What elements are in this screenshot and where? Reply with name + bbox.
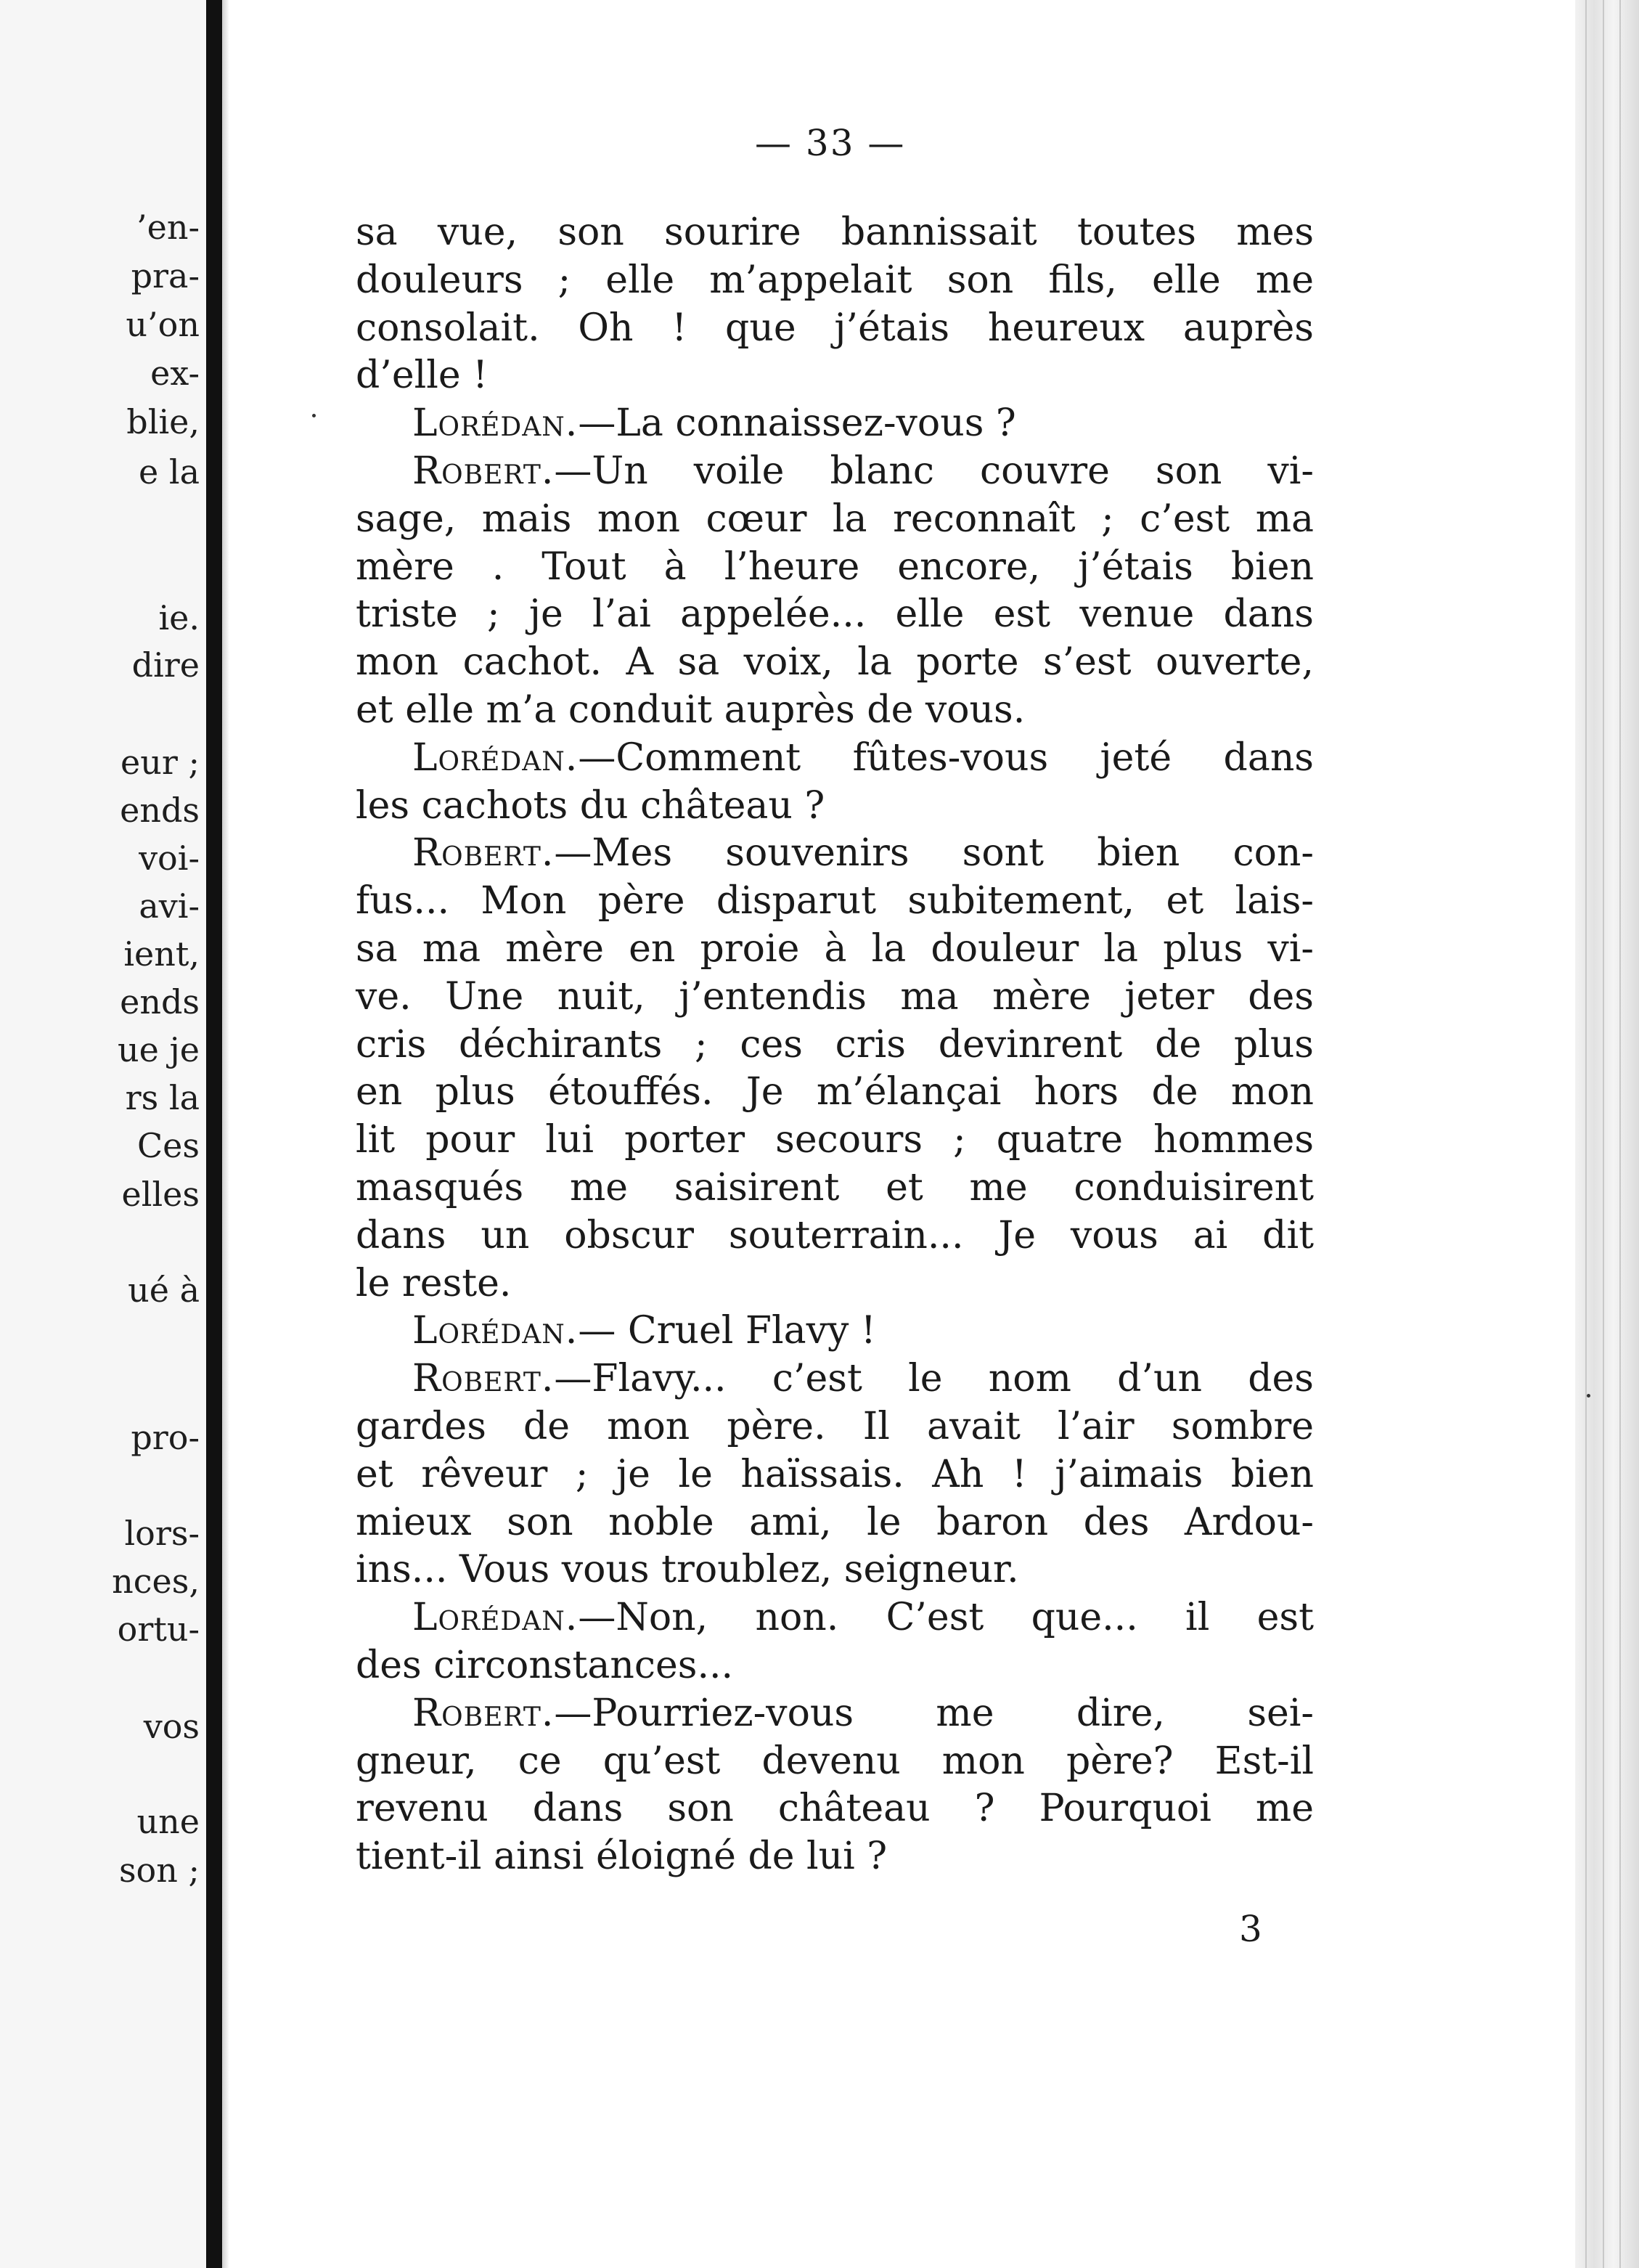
text-line: fus... Mon père disparut subitement, et lais-	[356, 879, 1314, 923]
text-line: mon cachot. A sa voix, la porte s’est ouverte,	[356, 640, 1314, 685]
dialogue-line: Robert.—Flavy... c’est le nom d’un des	[412, 1357, 1314, 1401]
left-fragment: ’en-	[136, 208, 200, 247]
text-line: ve. Une nuit, j’entendis ma mère jeter des	[356, 974, 1314, 1019]
left-fragment: u’on	[126, 305, 200, 344]
page-body	[356, 209, 1314, 1881]
left-fragment: ue je	[118, 1030, 200, 1069]
left-fragment: elles	[121, 1175, 200, 1214]
dialogue-line: Robert.—Pourriez-vous me dire, sei-	[412, 1691, 1314, 1735]
dialogue-line: Lorédan.— Cruel Flavy !	[412, 1309, 876, 1353]
text-line: d’elle !	[356, 354, 489, 398]
text-line: des circonstances...	[356, 1643, 734, 1687]
page-number: — 33 —	[755, 122, 906, 164]
left-fragment: nces,	[112, 1562, 200, 1601]
speaker-name: Lorédan.	[412, 735, 579, 780]
dialogue-line: Lorédan.—Non, non. C’est que... il est	[412, 1596, 1314, 1640]
text-line: consolait. Oh ! que j’étais heureux auprès	[356, 306, 1314, 350]
left-fragment: e la	[139, 452, 200, 491]
text-line: mère . Tout à l’heure encore, j’étais bien	[356, 544, 1314, 589]
speaker-name: Lorédan.	[412, 401, 579, 446]
gutter-shadow	[222, 0, 229, 2268]
left-fragment: une	[136, 1802, 200, 1841]
page-edge-stack	[1575, 0, 1639, 2268]
left-fragment: ex-	[150, 354, 200, 393]
text-line: et rêveur ; je le haïssais. Ah ! j’aimais bien	[356, 1452, 1314, 1496]
text-line: et elle m’a conduit auprès de vous.	[356, 688, 1026, 732]
print-speck	[312, 414, 316, 417]
text-line: gneur, ce qu’est devenu mon père? Est-il	[356, 1739, 1314, 1783]
speaker-name: Robert.	[412, 1691, 555, 1735]
text-line: lit pour lui porter secours ; quatre hommes	[356, 1118, 1314, 1162]
left-fragment: avi-	[139, 886, 200, 926]
left-fragment: voi-	[139, 839, 200, 878]
dialogue-line: Robert.—Un voile blanc couvre son vi-	[412, 449, 1314, 493]
text-line: masqués me saisirent et me conduisirent	[356, 1165, 1314, 1210]
left-fragment: pra-	[131, 256, 200, 295]
left-fragment: blie,	[126, 402, 200, 441]
left-fragment: ortu-	[117, 1610, 200, 1649]
text-line: dans un obscur souterrain... Je vous ai dit	[356, 1213, 1314, 1257]
text-line: sa ma mère en proie à la douleur la plus vi-	[356, 926, 1314, 971]
text-line: ins... Vous vous troublez, seigneur.	[356, 1548, 1019, 1592]
left-fragment: lors-	[124, 1514, 200, 1553]
left-facing-page	[0, 0, 207, 2268]
text-line: gardes de mon père. Il avait l’air sombre	[356, 1404, 1314, 1448]
left-fragment: ends	[120, 791, 200, 830]
text-line: revenu dans son château ? Pourquoi me	[356, 1787, 1314, 1831]
speaker-name: Robert.	[412, 449, 555, 493]
speaker-name: Lorédan.	[412, 1596, 579, 1640]
left-fragment: vos	[143, 1707, 200, 1746]
book-gutter	[206, 0, 222, 2268]
text-line: tient-il ainsi éloigné de lui ?	[356, 1835, 888, 1879]
left-fragment: ie.	[158, 598, 200, 637]
left-fragment: ué à	[128, 1270, 200, 1310]
dialogue-line: Robert.—Mes souvenirs sont bien con-	[412, 831, 1314, 876]
left-fragment: pro-	[131, 1418, 200, 1457]
speaker-name: Robert.	[412, 1357, 555, 1401]
speaker-name: Robert.	[412, 831, 555, 876]
left-fragment: son ;	[118, 1851, 200, 1890]
left-fragment: Ces	[136, 1126, 200, 1165]
text-line: en plus étouffés. Je m’élançai hors de mon	[356, 1070, 1314, 1114]
dialogue-line: Lorédan.—La connaissez-vous ?	[412, 401, 1016, 446]
dialogue-line: Lorédan.—Comment fûtes-vous jeté dans	[412, 735, 1314, 780]
print-speck	[1587, 1394, 1590, 1398]
text-line: triste ; je l’ai appelée... elle est venue dans	[356, 592, 1314, 637]
left-fragment: dire	[131, 645, 200, 685]
speaker-name: Lorédan.	[412, 1309, 579, 1353]
text-line: le reste.	[356, 1261, 512, 1305]
left-fragment: eur ;	[120, 743, 200, 782]
text-line: sa vue, son sourire bannissait toutes mes	[356, 211, 1314, 254]
signature-mark: 3	[1239, 1908, 1262, 1950]
left-fragment: ient,	[123, 934, 200, 974]
text-line: les cachots du château ?	[356, 783, 825, 828]
text-line: sage, mais mon cœur la reconnaît ; c’est ma	[356, 497, 1314, 541]
left-fragment: ends	[120, 982, 200, 1021]
left-fragment: rs la	[125, 1078, 200, 1117]
text-line: mieux son noble ami, le baron des Ardou-	[356, 1500, 1314, 1544]
text-line: douleurs ; elle m’appelait son fils, elle me	[356, 258, 1314, 302]
text-line: cris déchirants ; ces cris devinrent de plus	[356, 1022, 1314, 1066]
